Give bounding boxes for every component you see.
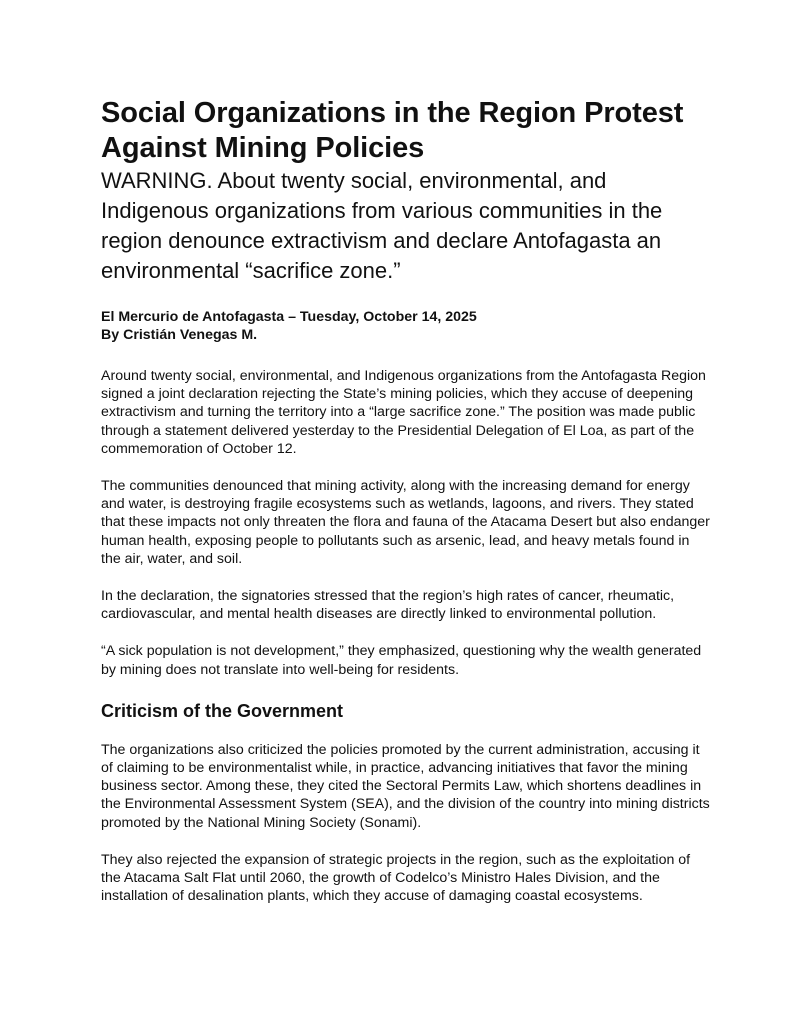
- paragraph-2: The communities denounced that mining activity, along with the increasing demand for energy and water, is destroying fragile ecosystems such as wetlands, lagoons, and rivers. They stated that these impacts not only threaten the flora and fauna of the Atacama Desert but also endanger human health, exposing people to pollutants such as arsenic, lead, and heavy metals found in the air, water, and soil.: [101, 478, 710, 567]
- section-paragraph-1: The organizations also criticized the policies promoted by the current administration, accusing it of claiming to be environmentalist while, in practice, advancing initiatives that favor the mining business sector. Among these, they cited the Sectoral Permits Law, which shortens deadlines in the Environmental Assessment System (SEA), and the division of the country into mining districts promoted by the National Mining Society (Sonami).: [101, 741, 710, 831]
- section-paragraph-2: They also rejected the expansion of strategic projects in the region, such as the exploitation of the Atacama Salt Flat until 2060, the growth of Codelco’s Ministro Hales Division, and the installation of desalination plants, which they accuse of damaging coastal ecosystems.: [101, 851, 691, 905]
- article-deck: WARNING. About twenty social, environmental, and Indigenous organizations from various communities in the region denounce extractivism and declare Antofagasta an environmental “sacrifice zone.”: [101, 168, 663, 283]
- paragraph-3: In the declaration, the signatories stressed that the region’s high rates of cancer, rheumatic, cardiovascular, and mental health diseases are directly linked to environmental pollution.: [101, 588, 675, 623]
- article-title: Social Organizations in the Region Protest Against Mining Policies: [101, 97, 684, 164]
- paragraph-4: “A sick population is not development,” they emphasized, questioning why the wealth generated by mining does not translate into well-being for residents.: [101, 643, 702, 678]
- byline: By Cristián Venegas M.: [101, 327, 258, 343]
- section-heading: Criticism of the Government: [101, 700, 344, 721]
- dateline: El Mercurio de Antofagasta – Tuesday, October 14, 2025: [101, 309, 477, 325]
- article: [101, 96, 711, 905]
- article-meta: [101, 308, 711, 344]
- paragraph-1: Around twenty social, environmental, and Indigenous organizations from the Antofagasta Region signed a joint declaration rejecting the State’s mining policies, which they accuse of deepening extractivism and turning the territory into a “large sacrifice zone.” The position was made public through a statement delivered yesterday to the Presidential Delegation of El Loa, as part of the commemoration of October 12.: [101, 368, 706, 457]
